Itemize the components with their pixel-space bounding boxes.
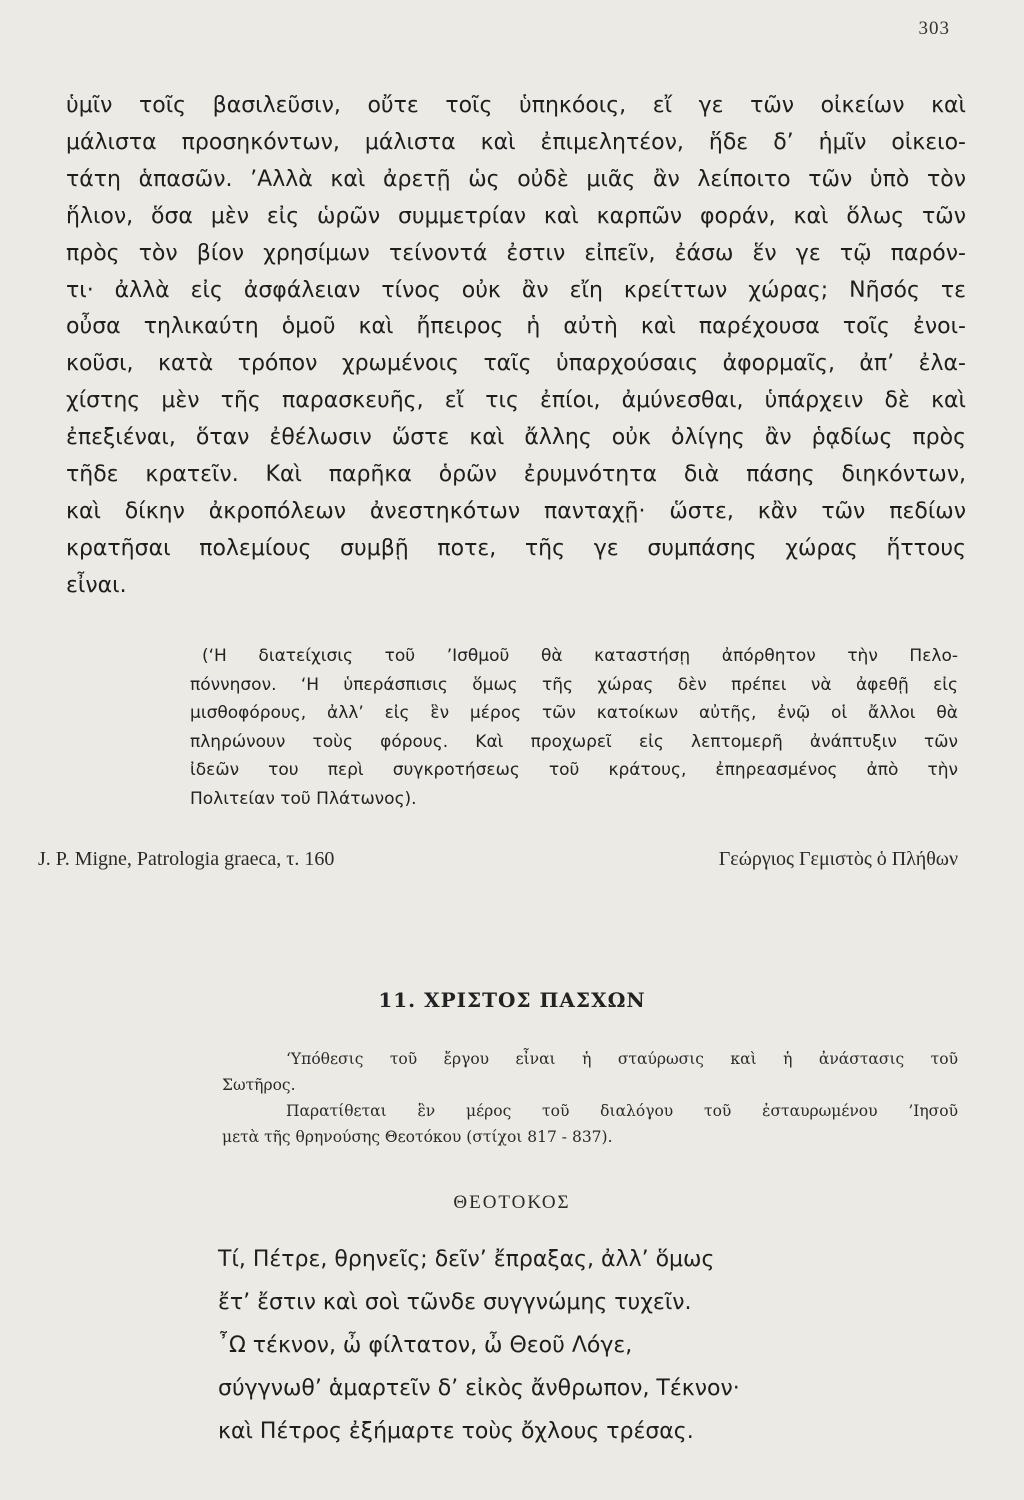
source-reference: J. P. Migne, Patrologia graeca, τ. 160 <box>38 848 335 870</box>
verse-line: καὶ Πέτρος ἐξήμαρτε τοὺς ὄχλους τρέσας. <box>218 1419 694 1444</box>
text-line: τῆδε κρατεῖν. Καὶ παρῆκα ὁρῶν ἐρυμνότητα διὰ πάσης διηκόντων, <box>66 462 966 488</box>
text-line: τάτη ἁπασῶν. ’Αλλὰ καὶ ἀρετῇ ὡς οὐδὲ μιᾶς ἂν λείποιτο τῶν ὑπὸ τὸν <box>66 166 966 192</box>
text-line: ἥλιον, ὅσα μὲν εἰς ὡρῶν συμμετρίαν καὶ καρπῶν φοράν, καὶ ὅλως τῶν <box>66 203 966 229</box>
text-line: οὖσα τηλικαύτη ὁμοῦ καὶ ἤπειρος ἡ αὐτὴ καὶ παρέχουσα τοῖς ἐνοι- <box>66 314 966 340</box>
source-author: Γεώργιος Γεμιστὸς ὁ Πλήθων <box>718 848 958 870</box>
intro-line: ‘Υπόθεσις τοῦ ἔργου εἶναι ἡ σταύρωσις καὶ ἡ ἀνάστασις τοῦ <box>286 1050 958 1068</box>
intro-line: Παρατίθεται ἓν μέρος τοῦ διαλόγου τοῦ ἐσταυρωμένου ’Ιησοῦ <box>286 1102 958 1120</box>
editor-note <box>190 642 958 813</box>
note-line: μισθοφόρους, ἀλλ’ εἰς ἓν μέρος τῶν κατοίκων αὐτῆς, ἐνῷ οἱ ἄλλοι θὰ <box>190 703 958 723</box>
verse-line: σύγγνωθ’ ἁμαρτεῖν δ’ εἰκὸς ἄνθρωπον, Τέκνον· <box>218 1376 740 1401</box>
note-line: Πολιτείαν τοῦ Πλάτωνος). <box>190 788 417 809</box>
note-line: πληρώνουν τοὺς φόρους. Καὶ προχωρεῖ εἰς λεπτομερῆ ἀνάπτυξιν τῶν <box>190 731 958 752</box>
main-text-paragraph <box>66 88 966 605</box>
intro-line: μετὰ τῆς θρηνούσης Θεοτόκου (στίχοι 817 - 837). <box>222 1128 613 1146</box>
text-line: κρατῆσαι πολεμίους συμβῇ ποτε, τῆς γε συμπάσης χώρας ἥττους <box>66 535 966 561</box>
text-line: κοῦσι, κατὰ τρόπον χρωμένοις ταῖς ὑπαρχούσαις ἀφορμαῖς, ἀπ’ ἐλα- <box>66 351 966 377</box>
section-intro <box>222 1046 958 1150</box>
note-line: ἰδεῶν του περὶ συγκροτήσεως τοῦ κράτους, ἐπηρεασμένος ἀπὸ τὴν <box>190 760 958 780</box>
text-line: εἶναι. <box>66 572 127 598</box>
text-line: τι· ἀλλὰ εἰς ἀσφάλειαν τίνος οὐκ ἂν εἴη κρείττων χώρας; Νῆσός τε <box>66 277 966 303</box>
text-line: καὶ δίκην ἀκροπόλεων ἀνεστηκότων πανταχῇ· ὥστε, κἂν τῶν πεδίων <box>66 498 966 524</box>
page-number: 303 <box>918 18 950 39</box>
section-title: 11. ΧΡΙΣΤΟΣ ΠΑΣΧΩΝ <box>378 988 646 1012</box>
note-line: πόννησον. ‘Η ὑπεράσπισις ὅμως τῆς χώρας δὲν πρέπει νὰ ἀφεθῇ εἰς <box>190 674 958 695</box>
text-line: ἐπεξιέναι, ὅταν ἐθέλωσιν ὥστε καὶ ἄλλης οὐκ ὀλίγης ἂν ῥᾳδίως πρὸς <box>66 425 966 451</box>
text-line: πρὸς τὸν βίον χρησίμων τείνοντά ἐστιν εἰπεῖν, ἐάσω ἕν γε τῷ παρόν- <box>66 240 966 266</box>
note-line: (‘Η διατείχισις τοῦ ’Ισθμοῦ θὰ καταστήσῃ ἀπόρθητον τὴν Πελο- <box>202 646 958 666</box>
text-line: μάλιστα προσηκόντων, μάλιστα καὶ ἐπιμελητέον, ἥδε δ’ ἡμῖν οἰκειο- <box>66 129 966 155</box>
verse-line: Τί, Πέτρε, θρηνεῖς; δεῖν’ ἔπραξας, ἀλλ’ ὅμως <box>218 1247 715 1272</box>
intro-line: Σωτῆρος. <box>222 1076 296 1094</box>
verse-block <box>218 1238 858 1453</box>
verse-line: ἔτ’ ἔστιν καὶ σοὶ τῶνδε συγγνώμης τυχεῖν. <box>218 1290 692 1315</box>
verse-line: ῏Ω τέκνον, ὦ φίλτατον, ὦ Θεοῦ Λόγε, <box>218 1333 633 1358</box>
text-line: ὑμῖν τοῖς βασιλεῦσιν, οὔτε τοῖς ὑπηκόοις, εἴ γε τῶν οἰκείων καὶ <box>66 93 966 118</box>
speaker-heading: ΘΕΟΤΟΚΟΣ <box>453 1192 571 1213</box>
text-line: χίστης μὲν τῆς παρασκευῆς, εἴ τις ἐπίοι, ἀμύνεσθαι, ὑπάρχειν δὲ καὶ <box>66 388 966 414</box>
